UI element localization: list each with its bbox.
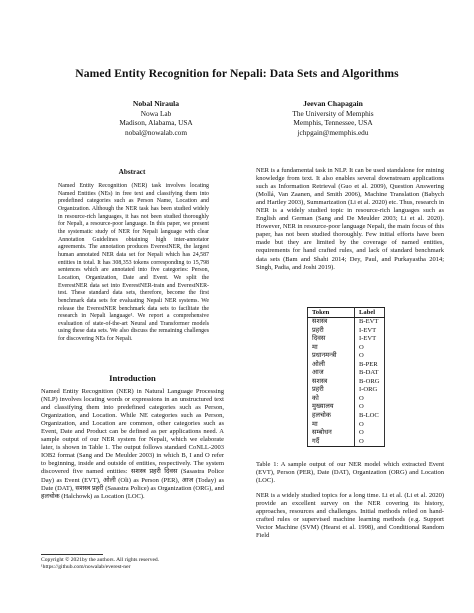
author-affiliation: The University of Memphis [292, 108, 374, 118]
table-row [308, 369, 385, 378]
introduction-heading: Introduction [109, 373, 156, 383]
table-cell-token: सशस्त्र [308, 318, 355, 327]
table-cell-token: ओली [308, 361, 355, 370]
table-cell-token: गर्दै [308, 438, 355, 447]
table-cell-label: O [355, 438, 385, 447]
author-email: jchpgain@memphis.edu [297, 127, 369, 137]
table-cell-label: O [359, 403, 364, 411]
table-cell-label: O [359, 343, 364, 351]
table-cell-token: को [308, 395, 355, 404]
author-location: Memphis, Tennessee, USA [293, 118, 373, 128]
table-row [308, 352, 385, 361]
author-affiliation: Nowa Lab [140, 108, 172, 118]
table-cell-token: मा [308, 344, 355, 353]
table-header-row [308, 308, 385, 318]
table-row [308, 361, 385, 370]
right-column-paragraph: NER is a widely studied topics for a long time. Li et al. (Li et al. 2020) provide an excellent survey on the NER covering its history, approaches, resources and challenges. Initial methods relied on hand-crafted rules or supervised machine learning methods (e.g. Support Vector Machine (SVM) (Hearst et al. 1998), and Conditional Random Field [256, 492, 444, 540]
table-row [308, 335, 385, 344]
table-row [308, 395, 385, 404]
author-name: Nobal Niraula [132, 99, 180, 108]
table-cell-label: I-EVT [359, 326, 377, 334]
table-row [308, 403, 385, 412]
table-cell-token: मा [308, 421, 355, 430]
table-body [308, 318, 385, 447]
abstract-heading: Abstract [118, 168, 146, 176]
table-row [308, 429, 385, 438]
paper-title: Named Entity Recognition for Nepali: Data Sets and Algorithms [75, 67, 399, 80]
table-cell-token: सशस्त्र [308, 378, 355, 387]
table-cell-token: आज [308, 369, 355, 378]
footnote-link: ¹https://github.com/nowalab/everest-ner [41, 564, 131, 570]
table-row [308, 344, 385, 353]
table-row [308, 327, 385, 336]
table-caption: Table 1: A sample output of our NER model which extracted Event (EVT), Person (PER), Date (DAT), Organization (ORG) and Location (LOC). [256, 461, 444, 485]
table-cell-token: प्रहरी [308, 327, 355, 336]
author-block [71, 99, 241, 137]
footnote-block [41, 557, 241, 571]
table-row [308, 386, 385, 395]
copyright-notice: Copyright © 2021by the authors. All rights reserved. [41, 557, 160, 563]
right-column-paragraph: NER is a fundamental task in NLP. It can be used standalone for mining knowledge from text. It also enables several downstream applications such as Information Retrieval (Guo et al. 2009), Question Answering (Mollá, Van Zaanen, and Smith 2006), Machine Translation (Babych and Hartley 2003), Summarization (Li et al. 2020) etc. Thus, research in NER is a widely studied topic in resource-rich languages such as English and German (Sang and De Meulder 2003; Li et al. 2020). However, NER in resource-poor language Nepali, the main focus of this paper, has not been studied thoroughly. Few initial efforts have been made but they are limited by the coverage of named entities, requirements for hand crafted rules, and lack of standard benchmark data sets (Bam and Shahi 2014; Dey, Paul, and Purkayastha 2014; Singh, Padia, and Joshi 2019). [256, 167, 444, 271]
table-cell-token: दिवस [308, 335, 355, 344]
author-location: Madison, Alabama, USA [119, 118, 193, 128]
table-cell-label: O [359, 352, 364, 360]
table-row [308, 438, 385, 447]
table-header-token: Token [308, 308, 355, 318]
table-cell-token: सम्बोधन [308, 429, 355, 438]
table-cell-token: मुख्यालय [308, 403, 355, 412]
table-cell-label: B-LOC [359, 412, 379, 420]
table-cell-label: B-ORG [359, 377, 380, 385]
ner-sample-table [307, 307, 385, 447]
table-row [308, 412, 385, 421]
table-cell-label: O [359, 429, 364, 437]
table-cell-label: I-ORG [359, 386, 378, 394]
table-cell-label: B-DAT [359, 369, 379, 377]
table-cell-label: I-EVT [359, 335, 377, 343]
table-row [308, 318, 385, 327]
abstract-text: Named Entity Recognition (NER) task involves locating Named Entities (NEs) in free text and classifying them into predefined categories such as Person Name, Location and Organization. Although the NER task has been studied widely in resource-rich languages, it has not been studied thoroughly for Nepali, a resource-poor language. In this paper, we present the systematic study of NER for Nepali language with clear Annotation Guidelines obtaining high inter-annotator agreements. The annotation produces EverestNER, the largest human annotated NER data set for Nepali which has 24,587 entities in total. It has 308,353 tokens corresponding to 15,798 sentences which are annotated into five categories: Person, Location, Organization, Date and Event. We split the EverestNER data set into EverestNER-train and EverestNER-test. These standard data sets, therefore, become the first benchmark data sets for evaluating Nepali NER systems. We release the EverestNER benchmark data sets to facilitate the research in Nepali language¹. We report a comprehensive evaluation of state-of-the-art Neural and Transformer models using these data sets. We also discuss the remaining challenges for discovering NEs for Nepali. [58, 183, 209, 343]
table-cell-label: O [359, 394, 364, 402]
introduction-text: Named Entity Recognition (NER) in Natural Language Processing (NLP) involves locating words or expressions in an unstructured text and classifying them into predefined categories such as Person, Organization, and Location. While NE categories such as Person, Organization, and Location are common, other categories such as Event, Date and Product can be defined as per applications need. A sample output of our NER system for Nepali, which we elaborate later, is shown in Table 1. The output follows standard CoNLL-2003 IOB2 format (Sang and De Meulder 2003) in which B, I and O refer to beginning, inside and outside of entities, respectively. The system discovered five named entities: सशस्त्र प्रहरी दिवस (Sasastra Police Day) as Event (EVT), ओली (Oli) as Person (PER), आज (Today) as Date (DAT), सशस्त्र प्रहरी (Sasastra Police) as Organization (ORG), and हलचोक (Halchowk) as Location (LOC). [41, 388, 224, 500]
author-name: Jeevan Chapagain [303, 99, 363, 108]
table-row [308, 421, 385, 430]
table-header-label: Label [355, 308, 385, 318]
author-block [248, 99, 418, 137]
table-cell-token: प्रधानमन्त्री [308, 352, 355, 361]
footnote-divider [41, 554, 103, 555]
table-cell-label: B-EVT [359, 318, 379, 325]
table-cell-label: B-PER [359, 360, 378, 368]
author-email: nobal@nowalab.com [124, 127, 188, 137]
table-cell-token: हलचोक [308, 412, 355, 421]
table-cell-label: O [359, 420, 364, 428]
table-cell-token: प्रहरी [308, 386, 355, 395]
